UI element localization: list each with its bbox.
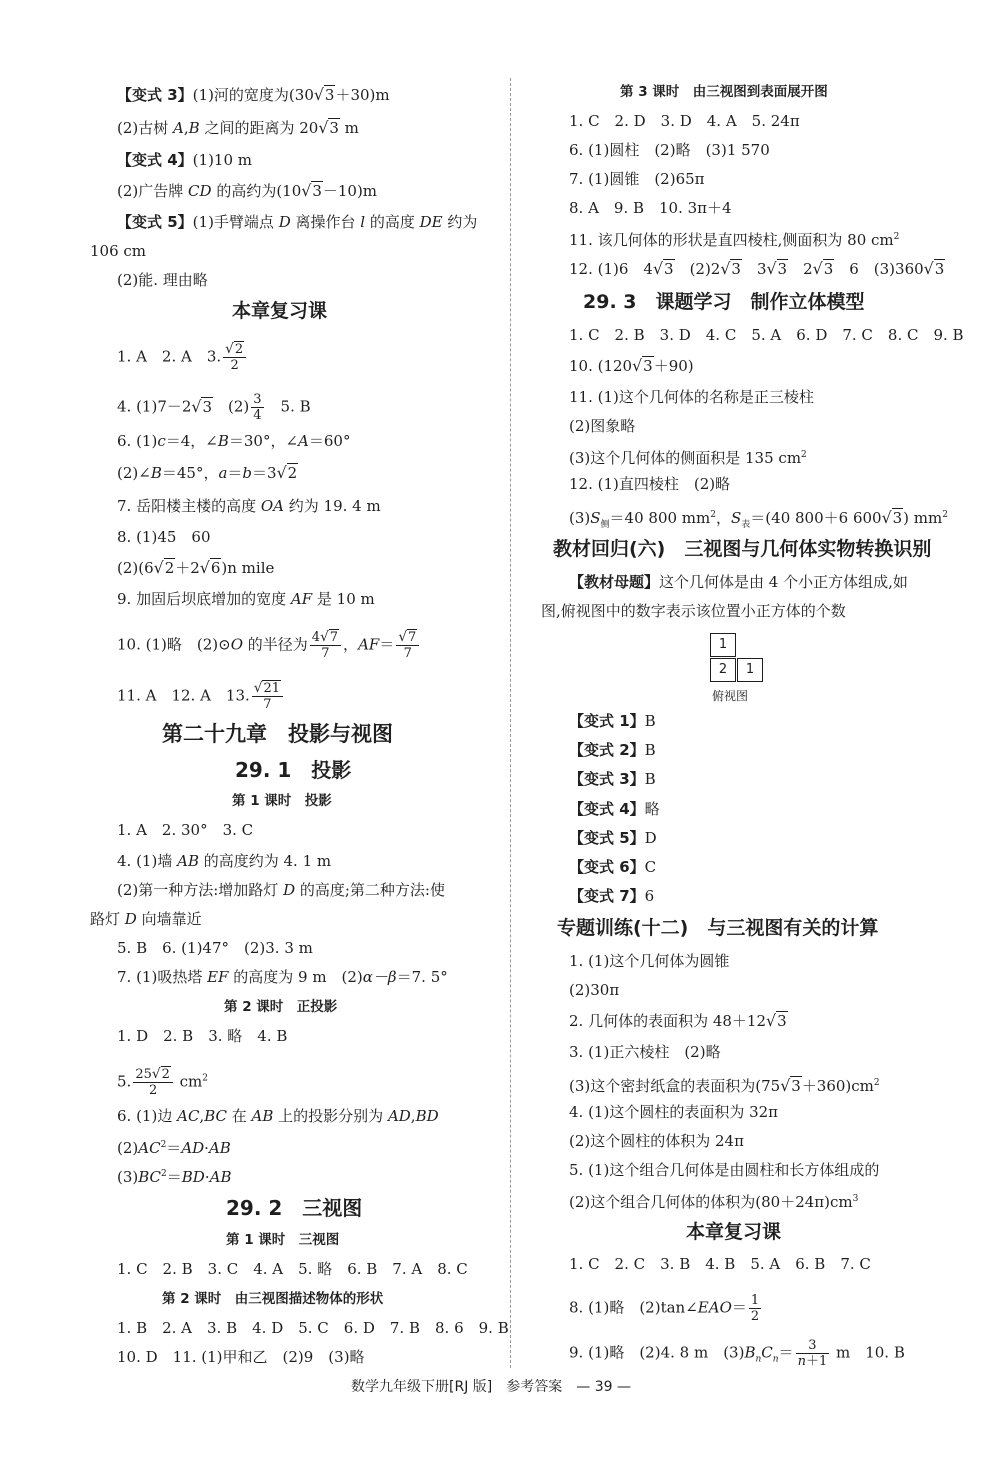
topic-line-7: (2)这个圆柱的体积为 24π (569, 1132, 744, 1150)
review-line-3: 6. (1)c＝4，∠B＝30°，∠A＝60° (117, 432, 351, 450)
textbook-heading: 教材回归(六) 三视图与几何体实物转换识别 (553, 538, 932, 560)
lesson-1-line-4: 路灯 D 向墙靠近 (90, 910, 202, 928)
lesson-2-title: 第 2 课时 正投影 (224, 999, 338, 1015)
s293-line-3: 11. (1)这个几何体的名称是正三棱柱 (569, 388, 814, 406)
textbook-line-2: 图,俯视图中的数字表示该位置小正方体的个数 (541, 602, 846, 620)
topic-line-2: (2)30π (569, 981, 620, 999)
lesson-4-line-1: 1. B 2. A 3. B 4. D 5. C 6. D 7. B 8. 6 9. B (117, 1319, 509, 1337)
review-line-10: 11. A 12. A 13. $\frac{√21}{7}$ (117, 681, 285, 712)
topic-line-8: 5. (1)这个组合几何体是由圆柱和长方体组成的 (569, 1161, 880, 1179)
lesson-3-title: 第 1 课时 三视图 (226, 1232, 340, 1248)
topic-line-9: (2)这个组合几何体的体积为$(80+24\pi)cm^3$ (569, 1193, 859, 1211)
grid-caption: 俯视图 (712, 689, 749, 703)
s293-line-2: 10. (120√3＋90) (569, 356, 694, 375)
lesson-1-title: 第 1 课时 投影 (232, 793, 332, 809)
sqrt: √3 (313, 85, 335, 104)
lesson-4-title: 第 2 课时 由三视图描述物体的形状 (162, 1291, 384, 1307)
section-heading-29-2: 29. 2 三视图 (226, 1196, 363, 1220)
lesson-1-line-3: (2)第一种方法:增加路灯 D 的高度;第二种方法:使 (117, 881, 445, 899)
lesson-1-line-1: 1. A 2. 30° 3. C (117, 821, 254, 839)
topic-line-6: 4. (1)这个圆柱的表面积为 32π (569, 1103, 779, 1121)
topic-line-3: 2. 几何体的表面积为 48＋12√3 (569, 1011, 787, 1030)
review-line-8: 9. 加固后坝底增加的宽度 AF 是 10 m (117, 590, 375, 608)
variant-3: 【变式 3】B (569, 770, 656, 788)
variant-3-line-1: 【变式 3】(1)河的宽度为(30√3＋30)m (117, 85, 390, 104)
variant-5: 【变式 5】D (569, 829, 657, 847)
lesson-2-line-2: 5. $\frac{25√2}{2}$ $cm^2$ (117, 1066, 208, 1098)
review-line-9: 10. (1)略 (2)⊙O 的半径为 $\frac{4√7}{7}$ ，AF＝ $\frac{√7}{7}$ (117, 630, 421, 661)
review2-line-3: 9. (1)略 (2)4. 8 m $(3)B_nC_n=$ $\frac{3}{n+1}$ m 10. B (569, 1338, 905, 1369)
s293-line-6: 12. (1)直四棱柱 (2)略 (569, 475, 731, 493)
variant-6: 【变式 6】C (569, 858, 657, 876)
variant-4-line-1: 【变式 4】(1)10 m (117, 151, 252, 169)
lesson-1-line-6: 7. (1)吸热塔 EF 的高度为 9 m (2)α－β＝7. 5° (117, 968, 448, 986)
top-view-grid (710, 633, 764, 683)
lesson-5-line-2: 6. (1)圆柱 (2)略 (3)1 570 (569, 141, 770, 159)
lesson-2-line-3: 6. (1)边 AC,BC 在 AB 上的投影分别为 AD,BD (117, 1107, 439, 1125)
section-heading-review-2: 本章复习课 (686, 1221, 782, 1243)
grid-cell-bottom-left: 2 (710, 658, 736, 682)
lesson-4-line-2: 10. D 11. (1)甲和乙 (2)9 (3)略 (117, 1348, 365, 1366)
review2-line-1: 1. C 2. C 3. B 4. B 5. A 6. B 7. C (569, 1255, 871, 1273)
variant-3-line-2: (2)古树 A,B 之间的距离为 20√3 m (117, 118, 359, 137)
topic-line-5: (3)这个密封纸盒的表面积为$(75√3+360)cm^2$ (569, 1076, 880, 1095)
column-divider (510, 78, 511, 1368)
grid-cell-bottom-right: 1 (737, 658, 763, 682)
section-heading-29-3: 29. 3 课题学习 制作立体模型 (583, 291, 865, 313)
review-line-5: 7. 岳阳楼主楼的高度 OA 约为 19. 4 m (117, 497, 381, 515)
s293-line-4: (2)图象略 (569, 417, 636, 435)
review-line-7: (2)(6√2＋2√6)n mile (117, 558, 275, 577)
variant-7: 【变式 7】6 (569, 887, 655, 905)
variant-2: 【变式 2】B (569, 741, 656, 759)
lesson-5-line-6: 12. (1)6 4√3 (2)2√3 3√3 2√3 6 (3)360√3 (569, 259, 945, 278)
review2-line-2: 8. (1)略 (2)tan∠EAO＝ $\frac{1}{2}$ (569, 1293, 760, 1324)
topic-line-1: 1. (1)这个几何体为圆锥 (569, 952, 730, 970)
lesson-1-line-2: 4. (1)墙 AB 的高度约为 4. 1 m (117, 852, 332, 870)
s293-line-7: $(3)S_侧=40$ 800 $mm^2$，$S_表=(40$ 800＋6 600√3) $mm^2$ (569, 508, 948, 530)
variant-5-line-3: (2)能. 理由略 (117, 271, 208, 289)
grid-cell-top: 1 (710, 633, 736, 657)
textbook-line-1: 【教材母题】这个几何体是由 4 个小正方体组成,如 (569, 573, 908, 591)
lesson-1-line-5: 5. B 6. (1)47° (2)3. 3 m (117, 939, 313, 957)
review-line-2: 4. (1)7－2√3 (2) $\frac{3}{4}$ 5. B (117, 392, 311, 423)
page-footer: 数学九年级下册[RJ 版] 参考答案 — 39 — (351, 1379, 631, 1395)
lesson-5-title: 第 3 课时 由三视图到表面展开图 (620, 84, 828, 100)
lesson-2-line-4: $(2)AC^2=AD\cdot AB$ (117, 1139, 231, 1157)
review-line-6: 8. (1)45 60 (117, 528, 211, 546)
variant-4: 【变式 4】略 (569, 800, 660, 818)
lesson-5-line-4: 8. A 9. B 10. 3π＋4 (569, 199, 732, 217)
lesson-5-line-3: 7. (1)圆锥 (2)65π (569, 170, 705, 188)
variant-5-line-1: 【变式 5】(1)手臂端点 D 离操作台 l 的高度 DE 约为 (117, 213, 478, 231)
variant-5-line-2: 106 cm (90, 242, 147, 260)
variant-4-line-2: (2)广告牌 CD 的高约为(10√3－10)m (117, 181, 378, 200)
s293-line-1: 1. C 2. B 3. D 4. C 5. A 6. D 7. C 8. C 9. B (569, 326, 964, 344)
chapter-heading: 第二十九章 投影与视图 (162, 722, 393, 746)
lesson-2-line-1: 1. D 2. B 3. 略 4. B (117, 1027, 288, 1045)
review-line-1: 1. A 2. A 3. $\frac{√2}{2}$ (117, 342, 248, 373)
variant-1: 【变式 1】B (569, 712, 656, 730)
topic-heading: 专题训练(十二) 与三视图有关的计算 (557, 917, 879, 939)
s293-line-5: (3)这个几何体的侧面积是 135 $cm^2$ (569, 449, 807, 467)
review-line-4: (2)∠B＝45°，a＝b＝3√2 (117, 463, 298, 482)
section-heading-review: 本章复习课 (232, 300, 328, 322)
lesson-5-line-1: 1. C 2. D 3. D 4. A 5. 24π (569, 112, 800, 130)
lesson-5-line-5: 11. 该几何体的形状是直四棱柱,侧面积为 80 $cm^2$ (569, 231, 900, 249)
lesson-3-line-1: 1. C 2. B 3. C 4. A 5. 略 6. B 7. A 8. C (117, 1260, 468, 1278)
section-heading-29-1: 29. 1 投影 (235, 758, 352, 782)
topic-line-4: 3. (1)正六棱柱 (2)略 (569, 1043, 721, 1061)
lesson-2-line-5: $(3)BC^2=BD\cdot AB$ (117, 1168, 232, 1186)
